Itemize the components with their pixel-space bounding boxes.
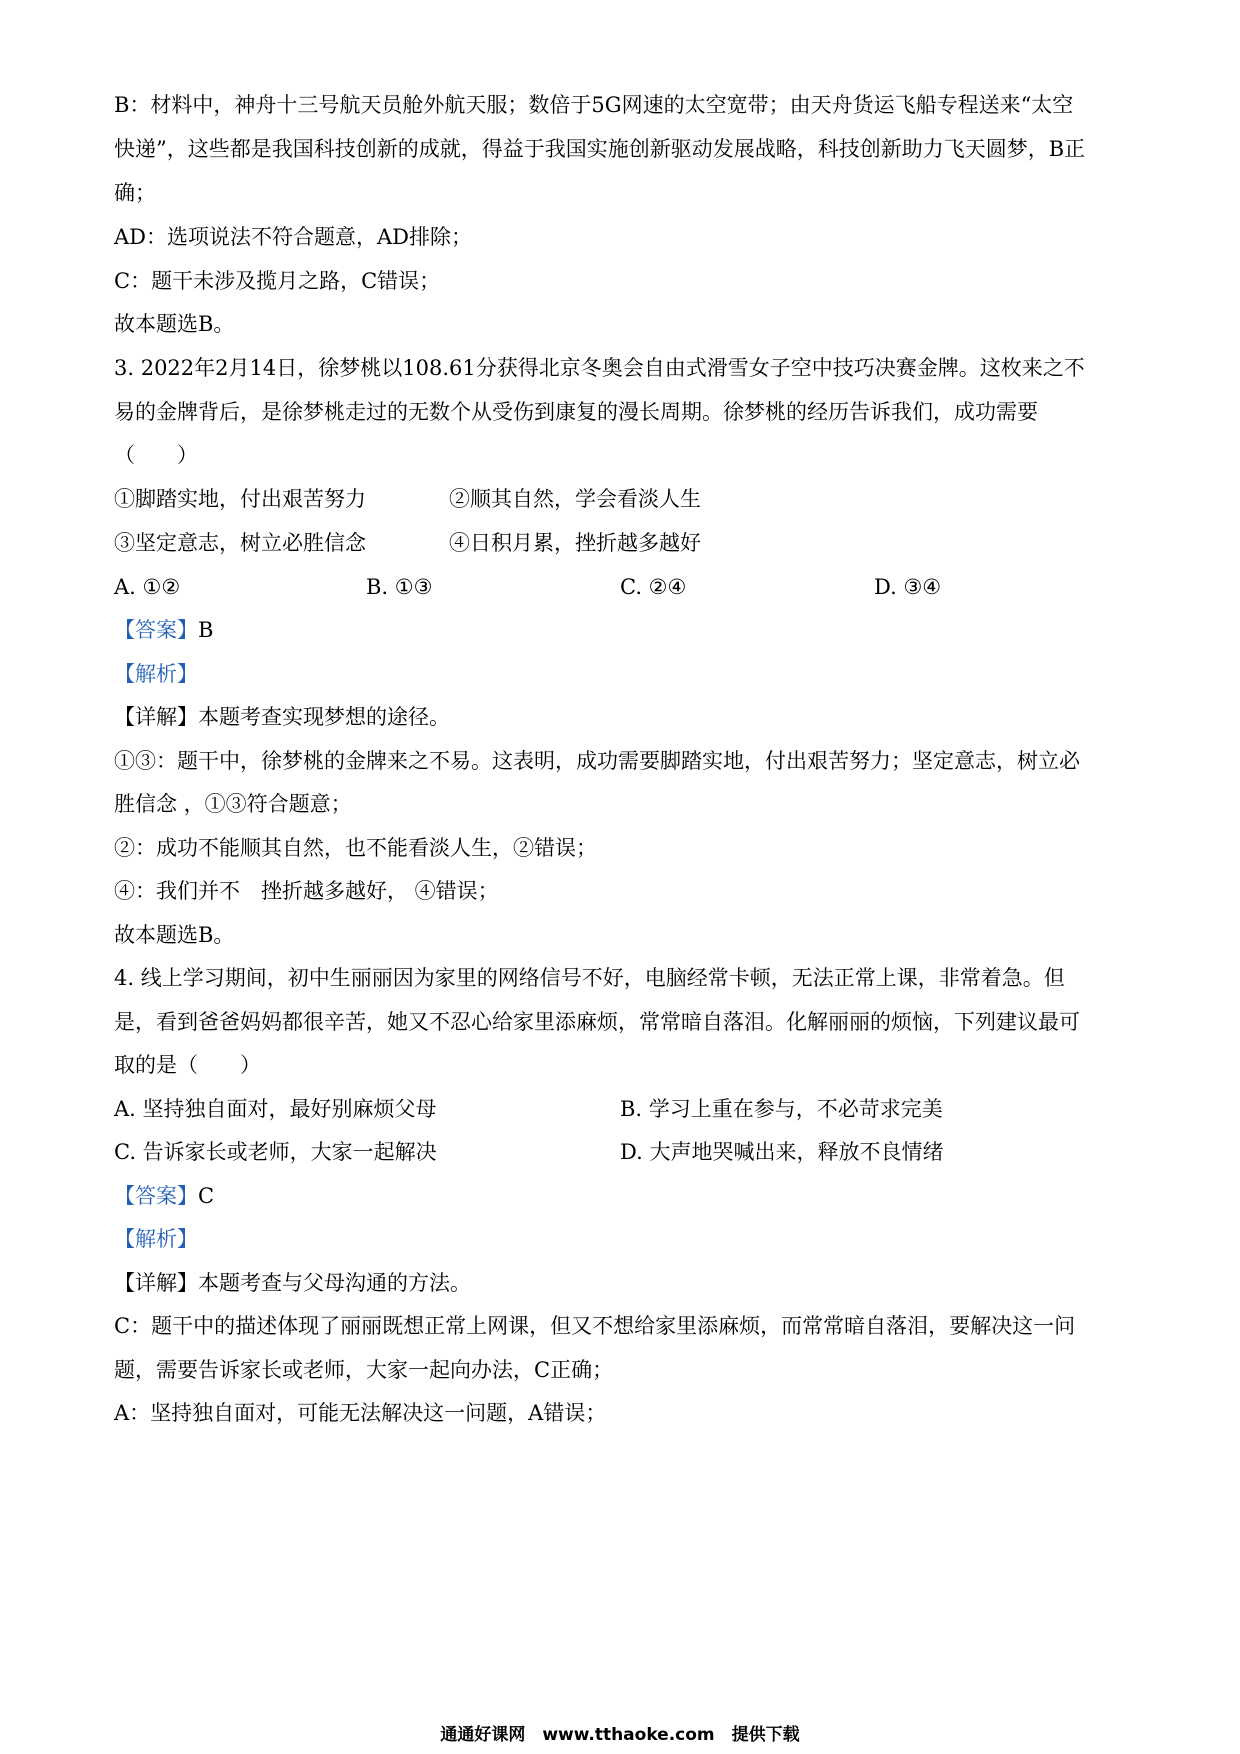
q3-stem-line-1: 3. 2022年2月14日，徐梦桃以108.61分获得北京冬奥会自由式滑雪女子空中技巧决赛金牌。这枚来之不 — [114, 356, 1085, 380]
q3-explanation-2: ②：成功不能顺其自然，也不能看淡人生，②错误； — [114, 836, 597, 860]
prev-b-line-3: 确； — [114, 181, 156, 205]
q3-option-c: C. ②④ — [620, 575, 687, 599]
q4-answer — [114, 1181, 1144, 1211]
q3-item-1: ①脚踏实地，付出艰苦努力 — [114, 487, 366, 511]
page-footer: 通通好课网 www.tthaoke.com 提供下载 — [440, 1725, 800, 1745]
detail-text: 本题考查与父母沟通的方法。 — [198, 1271, 471, 1295]
q3-explanation-1-line-2: 胜信念 ，①③符合题意； — [114, 792, 352, 816]
q3-analysis — [114, 659, 1144, 689]
prev-b-line-2: 快递”，这些都是我国科技创新的成就，得益于我国实施创新驱动发展战略，科技创新助力飞天圆梦，B正 — [114, 137, 1086, 161]
q3-answer — [114, 615, 1144, 645]
prev-b-line-1: B：材料中，神舟十三号航天员舱外航天服；数倍于5G网速的太空宽带；由天舟货运飞船专程送来“太空 — [114, 93, 1074, 117]
q4-option-d: D. 大声地哭喊出来，释放不良情绪 — [620, 1140, 944, 1164]
q4-explanation-1-line-1: C：题干中的描述体现了丽丽既想正常上网课，但又不想给家里添麻烦，而常常暗自落泪，要解决这一问 — [114, 1314, 1076, 1338]
q3-answer-parentheses: （ ） — [114, 443, 198, 467]
answer-tag: 【答案】 — [114, 1184, 198, 1208]
analysis-tag: 【解析】 — [114, 662, 198, 686]
q3-item-4: ④日积月累，挫折越多越好 — [449, 531, 701, 555]
prev-conclusion: 故本题选B。 — [114, 312, 235, 336]
q3-detail — [114, 702, 1144, 732]
answer-value: B — [198, 618, 214, 642]
q3-explanation-1-line-1: ①③：题干中，徐梦桃的金牌来之不易。这表明，成功需要脚踏实地，付出艰苦努力；坚定意志，树立必 — [114, 749, 1080, 773]
detail-tag: 【详解】 — [114, 705, 198, 729]
q4-explanation-1-line-2: 题，需要告诉家长或老师，大家一起向办法，C正确； — [114, 1358, 614, 1382]
q3-option-d: D. ③④ — [874, 575, 942, 599]
q3-item-3: ③坚定意志，树立必胜信念 — [114, 531, 366, 555]
q4-option-c: C. 告诉家长或老师，大家一起解决 — [114, 1140, 437, 1164]
prev-ad-line: AD：选项说法不符合题意，AD排除； — [114, 225, 473, 249]
q3-item-2: ②顺其自然，学会看淡人生 — [449, 487, 701, 511]
q4-option-b: B. 学习上重在参与，不必苛求完美 — [620, 1097, 943, 1121]
q4-option-a: A. 坚持独自面对，最好别麻烦父母 — [114, 1097, 437, 1121]
q3-option-b: B. ①③ — [366, 575, 433, 599]
detail-tag: 【详解】 — [114, 1271, 198, 1295]
answer-value: C — [198, 1184, 215, 1208]
q4-stem-line-1: 4. 线上学习期间，初中生丽丽因为家里的网络信号不好，电脑经常卡顿，无法正常上课，非常着急。但 — [114, 966, 1065, 990]
q3-conclusion: 故本题选B。 — [114, 923, 235, 947]
q3-explanation-3: ④：我们并不 挫折越多越好， ④错误； — [114, 879, 499, 903]
q4-stem-line-2: 是，看到爸爸妈妈都很辛苦，她又不忍心给家里添麻烦，常常暗自落泪。化解丽丽的烦恼，下列建议最可 — [114, 1010, 1080, 1034]
q4-analysis — [114, 1224, 1144, 1254]
prev-c-line: C：题干未涉及揽月之路，C错误； — [114, 269, 441, 293]
detail-text: 本题考查实现梦想的途径。 — [198, 705, 450, 729]
analysis-tag: 【解析】 — [114, 1227, 198, 1251]
q3-stem-line-2: 易的金牌背后，是徐梦桃走过的无数个从受伤到康复的漫长周期。徐梦桃的经历告诉我们，成功需要 — [114, 400, 1038, 424]
q4-explanation-2: A：坚持独自面对，可能无法解决这一问题，A错误； — [114, 1401, 607, 1425]
q4-detail — [114, 1268, 1144, 1298]
answer-tag: 【答案】 — [114, 618, 198, 642]
q3-option-a: A. ①② — [114, 575, 181, 599]
q4-stem-line-3: 取的是（ ） — [114, 1053, 261, 1077]
